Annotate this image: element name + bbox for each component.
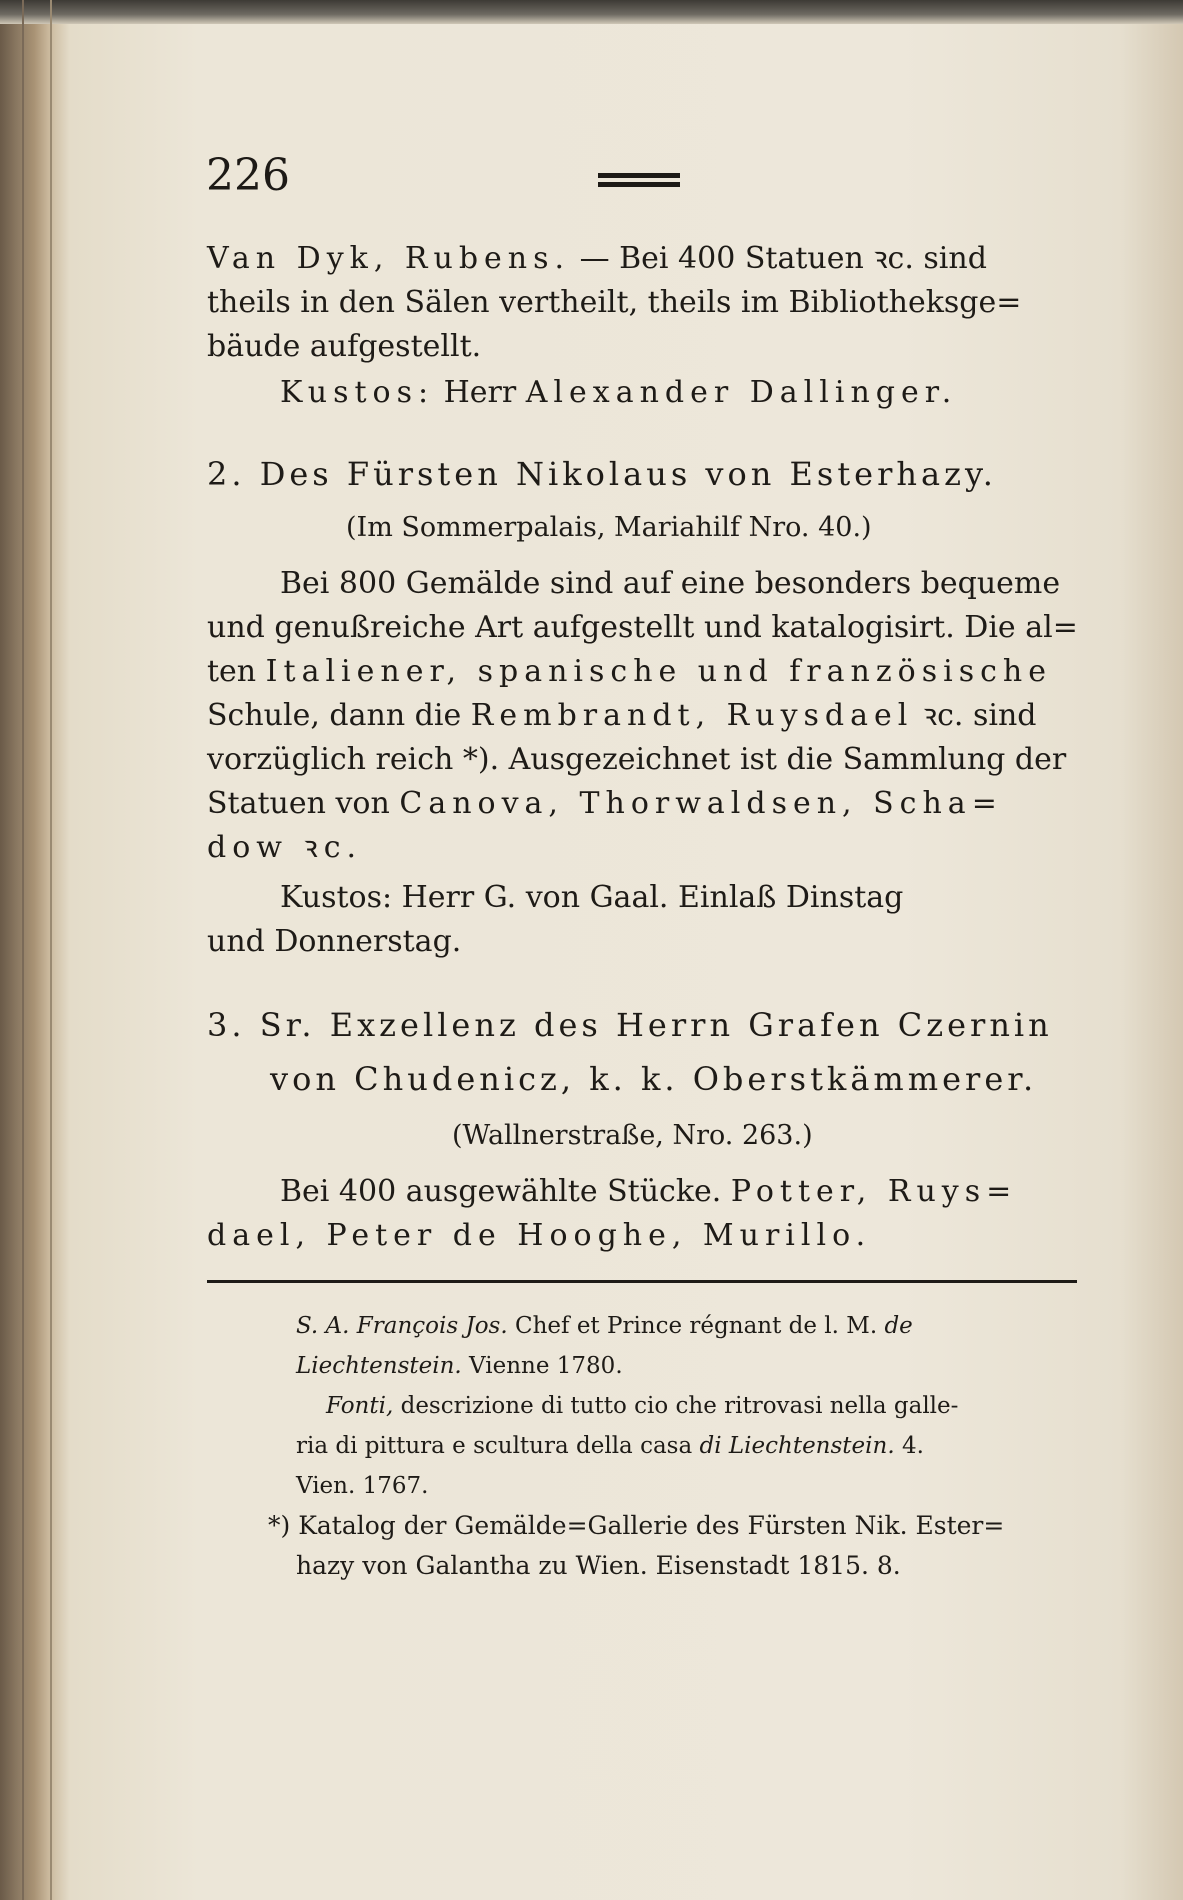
text-line: theils in den Sälen vertheilt, theils im Bibliotheksge=	[207, 285, 1022, 320]
text-line: dael, Peter de Hooghe, Murillo.	[207, 1218, 872, 1253]
text-span: Liechtenstein.	[296, 1353, 462, 1379]
text-span: Vienne 1780.	[461, 1353, 623, 1379]
text-line	[280, 1170, 1150, 1214]
text-span: S. A. François Jos.	[296, 1313, 508, 1339]
custodian-name: Alexander Dallinger.	[525, 375, 958, 410]
section-subheading-2: (Im Sommerpalais, Mariahilf Nro. 40.)	[346, 512, 872, 543]
text-span: Statuen von	[207, 786, 400, 821]
text-span: ria di pittura e scultura della casa	[296, 1433, 700, 1459]
text-span: Fonti,	[326, 1393, 394, 1419]
artist-names: Rembrandt, Ruysdael	[470, 698, 914, 733]
section-subheading-3: (Wallnerstraße, Nro. 263.)	[452, 1120, 813, 1151]
header-ornament-rule	[598, 173, 680, 187]
footnote-line	[326, 1386, 958, 1426]
scan-top-edge	[0, 0, 1183, 24]
text-line: Kustos: Herr G. von Gaal. Einlaß Dinstag	[280, 880, 904, 915]
footnote-rule	[207, 1280, 1077, 1283]
schools-spaced: Italiener, spanische und französische	[265, 654, 1052, 689]
page-number: 226	[206, 150, 290, 201]
footnote-line: *) Katalog der Gemälde=Gallerie des Fürsten Nik. Ester=	[268, 1511, 1005, 1540]
text-line	[207, 782, 1077, 826]
text-span: Schule, dann die	[207, 698, 471, 733]
text-span: ten	[207, 654, 266, 689]
footnote-line	[296, 1346, 623, 1386]
text-span: Chef et Prince régnant de l. M.	[507, 1313, 885, 1339]
sculptor-names: Canova, Thorwaldsen, Scha=	[399, 786, 1003, 821]
spine-edge	[22, 0, 24, 1900]
text-line	[207, 694, 1077, 738]
section-heading-2: 2. Des Fürsten Nikolaus von Esterhazy.	[207, 455, 997, 493]
text-span: descrizione di tutto cio che ritrovasi nella galle-	[393, 1393, 959, 1419]
footnote-line	[296, 1426, 924, 1466]
section-heading-3-cont: von Chudenicz, k. k. Oberstkämmerer.	[270, 1060, 1038, 1098]
custodian-line	[280, 371, 1150, 415]
text-span: — Bei 400 Statuen ꝛc. sind	[570, 241, 987, 276]
text-span: Bei 400 ausgewählte Stücke.	[280, 1174, 731, 1209]
text-span: 4.	[894, 1433, 924, 1459]
footnote-line: Vien. 1767.	[296, 1473, 429, 1499]
text-line: Bei 800 Gemälde sind auf eine besonders bequeme	[280, 566, 1061, 601]
text-span: Herr	[434, 375, 526, 410]
text-line: und genußreiche Art aufgestellt und katalogisirt. Die al=	[207, 610, 1078, 645]
text-span: ꝛc. sind	[913, 698, 1037, 733]
footnote-line	[296, 1306, 913, 1346]
artist-names: Van Dyk, Rubens.	[207, 241, 571, 276]
text-line: vorzüglich reich *). Ausgezeichnet ist die Sammlung der	[207, 742, 1067, 777]
text-span: di Liechtenstein.	[699, 1433, 895, 1459]
text-line: dow ꝛc.	[207, 830, 363, 865]
footnote-line: hazy von Galantha zu Wien. Eisenstadt 1815. 8.	[296, 1551, 901, 1580]
artist-names: Potter, Ruys=	[730, 1174, 1018, 1209]
page-gutter-edge	[50, 0, 52, 1900]
text-line: bäude aufgestellt.	[207, 329, 482, 364]
text-line	[207, 650, 1077, 694]
custodian-label: Kustos:	[280, 375, 435, 410]
text-span: de	[884, 1313, 913, 1339]
text-line: und Donnerstag.	[207, 924, 462, 959]
section-heading-3: 3. Sr. Exzellenz des Herrn Grafen Czernin	[207, 1006, 1053, 1044]
text-line	[207, 237, 1077, 281]
